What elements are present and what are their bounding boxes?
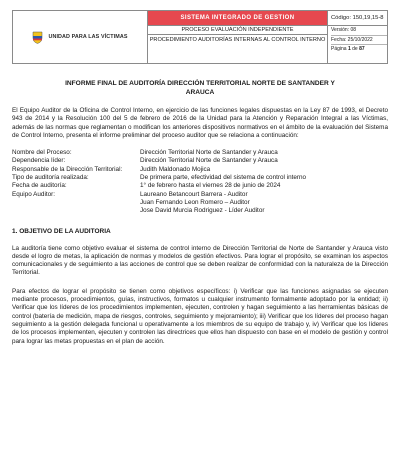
system-name: SISTEMA INTEGRADO DE GESTION: [148, 11, 327, 26]
team-member: Laureano Betancourt Barrera - Auditor: [140, 190, 248, 198]
logo-text: UNIDAD PARA LAS VÍCTIMAS: [48, 34, 128, 40]
info-label-unit: Dependencia líder:: [12, 157, 66, 165]
intro-paragraph: El Equipo Auditor de la Oficina de Control Interno, en ejercicio de las funciones legales dispuestas en la Ley 87 de 1993, el Decreto 943 de 2014 y la Resolución 100 del 5 de febrero de 2016 de la Unidad para la Atención y Reparación Integral a las Víctimas, además de las normas que reglamentan o modifican los anteriores dispositivos normativos en el ámbito de la evaluación del Sistema de Control Interno, presenta el informe preliminar del proceso auditor que se relaciona a continuación:: [12, 107, 388, 139]
header-title-cell: [148, 11, 328, 63]
info-value-date: 1° de febrero hasta el viernes 28 de junio de 2024: [140, 182, 281, 190]
section-heading: 1. OBJETIVO DE LA AUDITORIA: [12, 227, 111, 235]
document-date: Fecha: 25/10/2022: [331, 36, 387, 46]
info-value-team: [140, 191, 388, 216]
team-member: Juan Fernando Leon Romero – Auditor: [140, 198, 250, 206]
objective-paragraph: La auditoría tiene como objetivo evaluar el sistema de control interno de Dirección Territorial de Norte de Santander y Arauca visto desde el logro de metas, la aplicación de normas y modelos de gestión efectivos. Para lograr el propósito, se examinan los aspectos comunicacionales y de seguimiento a las acciones de control que se deben realizar de conformidad con la naturaleza de la Dirección Territorial.: [12, 244, 388, 277]
specific-objectives-paragraph: Para efectos de lograr el propósito se tienen como objetivos específicos: i) Verificar que las funciones asignadas se ejecuten mediante procesos, procedimientos, guías, instructivos, formatos u cualquier instrumento formalmente adoptado por la entidad; ii) Verificar que los líderes de los procedimientos implementen, ejecuten, controlen y hagan seguimiento a las herramientas básicas de control (batería de medición, mapa de riesgos, controles, seguimiento y mejoramiento); iii) Verificar que los líderes del proceso hagan seguimiento a la gestión delegada funcional u operativamente a los miembros de su equipo de trabajo y, iv) Verificar que los líderes de los procesos implementen, ejecuten y controlen las directrices que ellos han dispuesto con base en el modelo de gestión y control para lograr las metas propuestas en el plan de acción.: [12, 287, 388, 345]
document-version: Versión: 08: [331, 26, 387, 36]
info-label-process: Nombre del Proceso:: [12, 149, 72, 157]
info-label-team: Equipo Auditor:: [12, 190, 56, 198]
info-value-unit: Dirección Territorial Norte de Santander y Arauca: [140, 157, 278, 165]
process-name: PROCESO EVALUACIÓN INDEPENDIENTE: [148, 26, 327, 35]
info-value-process: Dirección Territorial Norte de Santander y Arauca: [140, 149, 278, 157]
info-label-type: Tipo de auditoría realizada:: [12, 174, 89, 182]
header-logo-cell: [13, 11, 148, 63]
audit-info-table: [12, 149, 388, 215]
info-label-owner: Responsable de la Dirección Territorial:: [12, 165, 123, 173]
report-title: INFORME FINAL DE AUDITORÍA DIRECCIÓN TERRITORIAL NORTE DE SANTANDER Y ARAUCA: [65, 80, 335, 96]
coat-of-arms-icon: [32, 31, 43, 44]
page-number: Página 1 de 87: [331, 46, 365, 52]
info-label-date: Fecha de auditoría:: [12, 182, 67, 190]
team-member: Jose David Murcia Rodriguez - Líder Auditor: [140, 207, 265, 215]
info-value-type: De primera parte, efectividad del sistema de control interno: [140, 174, 307, 182]
document-header: [12, 10, 388, 64]
document-code: Código: 150,19,15-8: [328, 11, 387, 26]
procedure-name: PROCEDIMIENTO AUDITORÍAS INTERNAS AL CONTROL INTERNO: [149, 37, 326, 43]
header-meta-cell: [328, 11, 387, 63]
info-value-owner: Judith Maldonado Mojica: [140, 165, 211, 173]
